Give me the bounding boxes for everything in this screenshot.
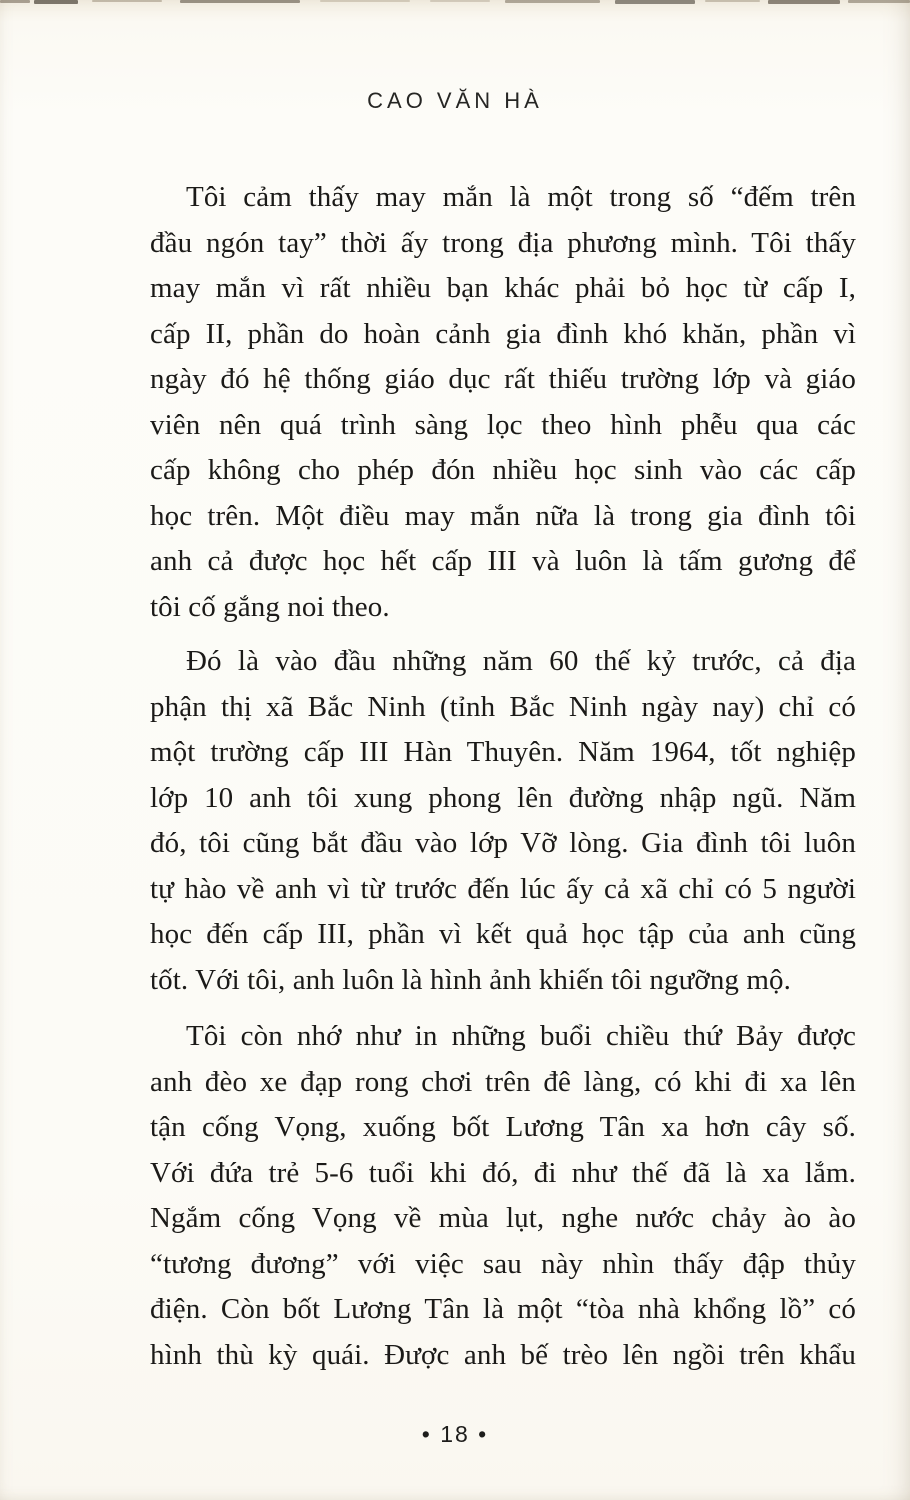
text-line: đó, tôi cũng bắt đầu vào lớp Vỡ lòng. Gia đình tôi luôn [150,827,856,859]
text-line: điện. Còn bốt Lương Tân là một “tòa nhà khổng lồ” có [150,1293,856,1325]
text-line: “tương đương” với việc sau này nhìn thấy đập thủy [150,1247,856,1280]
text-line: viên nên quá trình sàng lọc theo hình phễu qua các [150,408,856,441]
text-line: phận thị xã Bắc Ninh (tỉnh Bắc Ninh ngày nay) chỉ có [150,690,856,723]
text-line: một trường cấp III Hàn Thuyên. Năm 1964, tốt nghiệp [150,736,856,768]
text-line: may mắn vì rất nhiều bạn khác phải bỏ học từ cấp I, [150,272,856,304]
text-line: cấp không cho phép đón nhiều học sinh vào các cấp [150,454,856,486]
text-line: anh đèo xe đạp rong chơi trên đê làng, có khi đi xa lên [150,1065,856,1098]
page-header-author: CAO VĂN HÀ [367,88,543,113]
text-line: tận cống Vọng, xuống bốt Lương Tân xa hơn cây số. [150,1111,856,1143]
text-block [150,175,856,1378]
text-line: ngày đó hệ thống giáo dục rất thiếu trường lớp và giáo [150,363,856,395]
paragraph [150,175,856,630]
text-line: hình thù kỳ quái. Được anh bế trèo lên ngồi trên khẩu [150,1338,856,1371]
text-line: cấp II, phần do hoàn cảnh gia đình khó khăn, phần vì [150,317,856,350]
text-line: tôi cố gắng noi theo. [150,590,390,623]
text-line: Tôi cảm thấy may mắn là một trong số “đếm trên [186,181,856,213]
paragraph [150,1014,856,1378]
text-line: đầu ngón tay” thời ấy trong địa phương mình. Tôi thấy [150,226,856,259]
text-line: Ngắm cống Vọng về mùa lụt, nghe nước chảy ào ào [150,1202,856,1234]
paragraph [150,639,856,1003]
text-line: học đến cấp III, phần vì kết quả học tập của anh cũng [150,918,856,950]
text-line: tốt. Với tôi, anh luôn là hình ảnh khiến tôi ngưỡng mộ. [150,963,791,996]
text-line: tự hào về anh vì từ trước đến lúc ấy cả xã chỉ có 5 người [150,872,856,905]
text-line: anh cả được học hết cấp III và luôn là tấm gương để [150,545,856,577]
scan-artifact-top [0,0,910,16]
text-line: Đó là vào đầu những năm 60 thế kỷ trước, cả địa [186,645,856,677]
text-line: học trên. Một điều may mắn nữa là trong gia đình tôi [150,499,856,532]
text-line: lớp 10 anh tôi xung phong lên đường nhập ngũ. Năm [150,781,856,814]
page-number: • 18 • [421,1421,489,1447]
text-line: Tôi còn nhớ như in những buổi chiều thứ Bảy được [186,1020,856,1052]
text-line: Với đứa trẻ 5-6 tuổi khi đó, đi như thế đã là xa lắm. [150,1156,856,1189]
